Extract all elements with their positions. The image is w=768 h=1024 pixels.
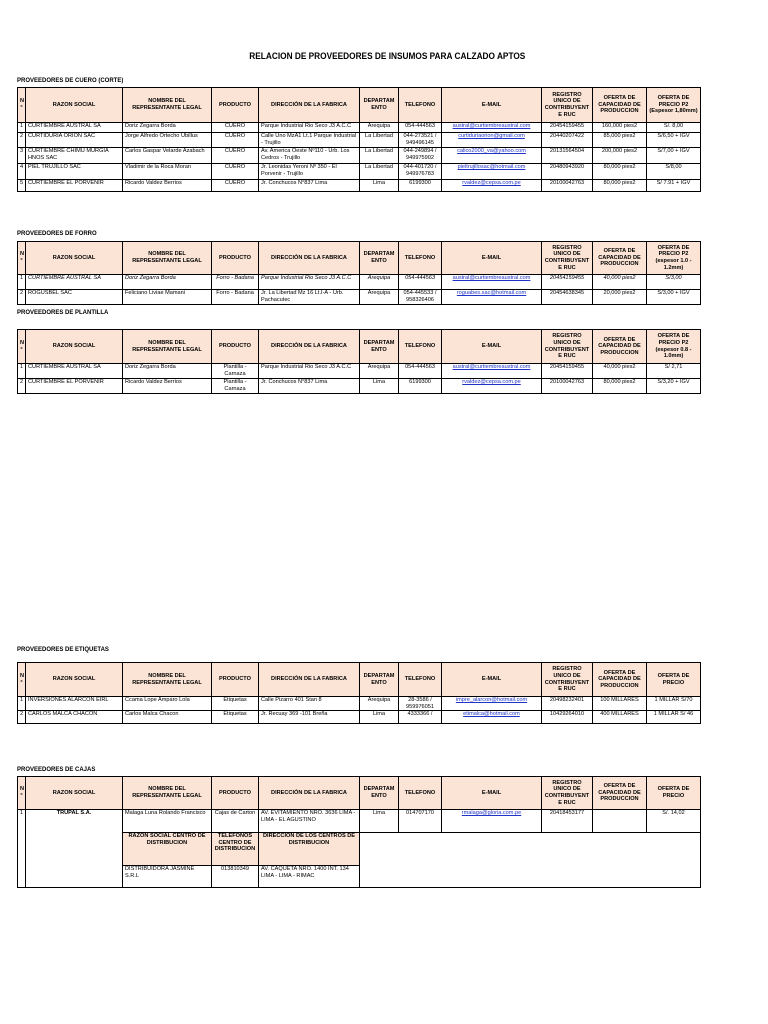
col-header-departamento: DEPARTAMENTO — [360, 88, 399, 123]
col-header-producto: PRODUCTO — [212, 242, 259, 275]
cell-razon-social: CURTIEMBRE CHIMU MURGIA HNOS SAC — [26, 148, 123, 164]
col-header-num: N° — [18, 88, 26, 123]
cell-direccion: Jr. La Libertad Mz 16 Lt.I-A - Urb. Pachacutec — [259, 290, 360, 305]
col-header-departamento: DEPARTAMENTO — [360, 330, 399, 364]
table-row — [18, 379, 701, 394]
cell-representante: Doriz Zegarra Borda — [123, 364, 212, 379]
cell-telefono: 044-273521 / 949496145 — [399, 133, 442, 148]
table-row — [18, 133, 701, 148]
table-plantilla — [17, 329, 701, 394]
cell-ruc: 10429264010 — [542, 711, 593, 724]
cell-num: 2 — [18, 133, 26, 148]
cell-num: 5 — [18, 180, 26, 192]
cell-departamento: Arequipa — [360, 290, 399, 305]
col-header-telefono: TELEFONO — [399, 242, 442, 275]
cell-email-link[interactable]: impre_alarcon@hotmail.com — [442, 697, 542, 711]
cell-ruc: 20480943920 — [542, 164, 593, 180]
cell-direccion: Parque Industrial Rio Seco J3 A.C.C — [259, 275, 360, 290]
col-header-oferta: OFERTA DE CAPACIDAD DE PRODUCCION — [593, 330, 647, 364]
cell-oferta: 100 MILLARES — [593, 697, 647, 711]
cell-email-link[interactable]: austral@curtiembreaustral.com — [442, 275, 542, 290]
cell-razon-social: CURTIEMBRE AUSTRAL SA — [26, 123, 123, 133]
cell-precio: S/ 2,71 — [647, 364, 701, 379]
cell-telefono: 044-401720 / 949976783 — [399, 164, 442, 180]
col-header-razon-social: RAZON SOCIAL — [26, 242, 123, 275]
cell-producto: CUERO — [212, 123, 259, 133]
cell-razon-centro: DISTRIBUIDORA JASMINE S.R.L — [123, 866, 212, 888]
cell-email-link[interactable]: roguabes.sac@hotmail.com — [442, 290, 542, 305]
cell-email-link[interactable]: rvaldez@cepsa.com.pe — [442, 180, 542, 192]
cell-num: 1 — [18, 810, 26, 888]
cell-producto: Cajas de Carton — [212, 810, 259, 833]
cell-precio: S/7,00 + IGV — [647, 148, 701, 164]
col-header-email: E-MAIL — [442, 330, 542, 364]
cell-oferta: 40,000 pies2 — [593, 364, 647, 379]
col-header-oferta: OFERTA DE CAPACIDAD DE PRODUCCION — [593, 777, 647, 810]
col-header-email: E-MAIL — [442, 88, 542, 123]
cell-ruc: 20100042763 — [542, 379, 593, 394]
cell-num: 4 — [18, 164, 26, 180]
col-header-telefono: TELEFONO — [399, 777, 442, 810]
cell-num: 2 — [18, 379, 26, 394]
col-header-telefono: TELEFONO — [399, 88, 442, 123]
cell-telefono: 054-445533 / 958326406 — [399, 290, 442, 305]
cell-razon-social: CURTIEMBRE AUSTRAL SA — [26, 275, 123, 290]
col-header-razon-social: RAZON SOCIAL — [26, 330, 123, 364]
cell-representante: Ricardo Valdez Berrios — [123, 379, 212, 394]
cell-email-link[interactable]: rvaldez@cepsa.com.pe — [442, 379, 542, 394]
cell-ruc: 20100042763 — [542, 180, 593, 192]
cell-oferta: 85,000 pies2 — [593, 133, 647, 148]
cell-telefono: 6199300 — [399, 379, 442, 394]
table-row — [18, 290, 701, 305]
cell-num: 1 — [18, 697, 26, 711]
cell-departamento: Lima — [360, 180, 399, 192]
cell-num: 1 — [18, 364, 26, 379]
table-header-row — [18, 663, 701, 697]
cell-telefono: 054-444563 — [399, 275, 442, 290]
cell-oferta: 80,000 pies2 — [593, 379, 647, 394]
cell-departamento: Arequipa — [360, 364, 399, 379]
cell-direccion: Parque Industrial Rio Seco J3 A.C.C — [259, 123, 360, 133]
col-header-precio: OFERTA DE PRECIO P2 (espesor 0.8 - 1.0mm) — [647, 330, 701, 364]
empty-area — [360, 833, 701, 888]
cell-oferta: 20,000 pies2 — [593, 290, 647, 305]
col-header-representante: NOMBRE DEL REPRESENTANTE LEGAL — [123, 330, 212, 364]
table-row — [18, 148, 701, 164]
col-header-precio: OFERTA DE PRECIO — [647, 777, 701, 810]
cell-ruc: 20454159455 — [542, 364, 593, 379]
col-header-email: E-MAIL — [442, 242, 542, 275]
col-header-direccion: DIRECCIÓN DE LA FABRICA — [259, 330, 360, 364]
cell-ruc: 20131564504 — [542, 148, 593, 164]
cell-representante: Ricardo Valdez Berrios — [123, 180, 212, 192]
cell-direccion: Calle Uno MzA1 Lt.1 Parque Industrial - Trujillo — [259, 133, 360, 148]
table-row — [18, 123, 701, 133]
col-header-ruc: REGISTRO UNICO DE CONTRIBUYENTE RUC — [542, 88, 593, 123]
col-header-oferta: OFERTA DE CAPACIDAD DE PRODUCCION — [593, 88, 647, 123]
table-forro — [17, 241, 701, 305]
cell-ruc: 20454159455 — [542, 275, 593, 290]
col-header-departamento: DEPARTAMENTO — [360, 663, 399, 697]
col-header-producto: PRODUCTO — [212, 777, 259, 810]
cell-oferta: 80,000 pies2 — [593, 180, 647, 192]
col-header-precio: OFERTA DE PRECIO P2 (espesor 1.0 - 1.2mm) — [647, 242, 701, 275]
cell-telefono: 014707170 — [399, 810, 442, 833]
cell-email-link[interactable]: calico2000_va@yahoo.com — [442, 148, 542, 164]
cell-telefono: 28-3586 / 959976051 — [399, 697, 442, 711]
col-header-ruc: REGISTRO UNICO DE CONTRIBUYENTE RUC — [542, 242, 593, 275]
cell-producto: Forro - Badana — [212, 290, 259, 305]
cell-ruc: 20454159455 — [542, 123, 593, 133]
cell-direccion: Parque Industrial Rio Seco J3 A.C.C — [259, 364, 360, 379]
cell-producto: CUERO — [212, 148, 259, 164]
cell-representante: Vladimir de la Roca Moran — [123, 164, 212, 180]
section-title-etiquetas: PROVEEDORES DE ETIQUETAS — [17, 647, 109, 653]
cell-oferta: 400 MILLARES — [593, 711, 647, 724]
cell-departamento: Arequipa — [360, 697, 399, 711]
cell-departamento: La Libertad — [360, 164, 399, 180]
col-header-producto: PRODUCTO — [212, 88, 259, 123]
col-header-direccion: DIRECCIÓN DE LA FABRICA — [259, 242, 360, 275]
table-row — [18, 697, 701, 711]
cell-razon-social: INVERSIONES ALARCON EIRL — [26, 697, 123, 711]
table-row — [18, 180, 701, 192]
cell-departamento: Arequipa — [360, 275, 399, 290]
cell-num: 3 — [18, 148, 26, 164]
cell-precio: S/3,00 — [647, 275, 701, 290]
cell-num: 2 — [18, 711, 26, 724]
cell-email-link[interactable]: pieltrujillosac@hotmail.com — [442, 164, 542, 180]
col-header-num: N° — [18, 663, 26, 697]
col-header-telefono: TELEFONO — [399, 663, 442, 697]
cell-producto: Etiquetas — [212, 711, 259, 724]
cell-precio: S/3,00 + IGV — [647, 290, 701, 305]
col-header-representante: NOMBRE DEL REPRESENTANTE LEGAL — [123, 88, 212, 123]
table-etiquetas — [17, 662, 701, 724]
cell-num: 2 — [18, 290, 26, 305]
section-title-cuero: PROVEEDORES DE CUERO (CORTE) — [17, 78, 124, 84]
cell-num: 1 — [18, 123, 26, 133]
cell-razon-social: TRUPAL S.A. — [26, 810, 123, 888]
cell-ruc: 20418453177 — [542, 810, 593, 833]
col-header-oferta: OFERTA DE CAPACIDAD DE PRODUCCION — [593, 242, 647, 275]
col-header-ruc: REGISTRO UNICO DE CONTRIBUYENTE RUC — [542, 663, 593, 697]
cell-producto: Etiquetas — [212, 697, 259, 711]
cell-telefono-centro: 013810349 — [212, 866, 259, 888]
col-header-num: N° — [18, 777, 26, 810]
col-header-ruc: REGISTRO UNICO DE CONTRIBUYENTE RUC — [542, 330, 593, 364]
cell-departamento: La Libertad — [360, 148, 399, 164]
cell-email-link[interactable]: rmalaga@gloria.com.pe — [442, 810, 542, 833]
cell-oferta: 160,000 pies2 — [593, 123, 647, 133]
cell-producto: CUERO — [212, 164, 259, 180]
table-header-row — [18, 88, 701, 123]
cell-email-link[interactable]: curtiduriaorion@gmail.com — [442, 133, 542, 148]
cell-direccion: Jr. Recuay 369 -101 Breña — [259, 711, 360, 724]
cell-oferta — [593, 810, 647, 833]
cell-representante: Ccama Lope Amparo Lola — [123, 697, 212, 711]
cell-producto: Plantilla - Carnaza — [212, 379, 259, 394]
cell-departamento: La Libertad — [360, 133, 399, 148]
cell-representante: Doriz Zegarra Borda — [123, 123, 212, 133]
subheader-telefonos-centro: TELEFONOS CENTRO DE DISTRIBUCION — [212, 833, 259, 866]
cell-ruc: 20498232401 — [542, 697, 593, 711]
cell-ruc: 20440207422 — [542, 133, 593, 148]
cell-direccion: Av. America Oeste Nº110 - Urb. Los Cedros - Trujillo — [259, 148, 360, 164]
subheader-direccion-centros: DIRECCION DE LOS CENTROS DE DISTRIBUCION — [259, 833, 360, 866]
cell-email-link[interactable]: etimalca@hotmail.com — [442, 711, 542, 724]
col-header-email: E-MAIL — [442, 663, 542, 697]
cell-representante: Malaga Luna Rolando Francisco — [123, 810, 212, 833]
col-header-precio: OFERTA DE PRECIO — [647, 663, 701, 697]
cell-producto: CUERO — [212, 133, 259, 148]
col-header-telefono: TELEFONO — [399, 330, 442, 364]
cell-direccion: Jr. Conchucos N°837 Lima — [259, 180, 360, 192]
cell-razon-social: CURTIEMBRE AUSTRAL SA — [26, 364, 123, 379]
col-header-representante: NOMBRE DEL REPRESENTANTE LEGAL — [123, 663, 212, 697]
document-title: RELACION DE PROVEEDORES DE INSUMOS PARA CALZADO APTOS — [249, 51, 526, 61]
cell-precio: 1 MILLAR S/70 — [647, 697, 701, 711]
col-header-num: N° — [18, 242, 26, 275]
cell-direccion: Calle Pizarro 401 Stan 8 — [259, 697, 360, 711]
cell-email-link[interactable]: austral@curtiembreaustral.com — [442, 123, 542, 133]
cell-departamento: Arequipa — [360, 123, 399, 133]
cell-telefono: 054-444563 — [399, 364, 442, 379]
col-header-direccion: DIRECCIÓN DE LA FABRICA — [259, 88, 360, 123]
table-header-row — [18, 330, 701, 364]
cell-precio: 1 MILLAR S/ 46 — [647, 711, 701, 724]
cell-precio: S/. 8,00 — [647, 123, 701, 133]
cell-oferta: 200,000 pies2 — [593, 148, 647, 164]
cell-representante: Carlos Malca Chacon — [123, 711, 212, 724]
table-cuero — [17, 87, 701, 192]
col-header-producto: PRODUCTO — [212, 663, 259, 697]
cell-precio: S/ 7.91 + IGV — [647, 180, 701, 192]
cell-departamento: Lima — [360, 810, 399, 833]
col-header-representante: NOMBRE DEL REPRESENTANTE LEGAL — [123, 242, 212, 275]
cell-razon-social: PIEL TRUJILLO SAC — [26, 164, 123, 180]
col-header-razon-social: RAZON SOCIAL — [26, 88, 123, 123]
table-row — [18, 364, 701, 379]
cell-razon-social: ROGUSBEL SAC — [26, 290, 123, 305]
cell-telefono: 054-444563 — [399, 123, 442, 133]
cell-departamento: Lima — [360, 379, 399, 394]
cell-direccion: AV. EVITAMIENTO NRO. 3636 LIMA - LIMA - EL AGUSTINO — [259, 810, 360, 833]
cell-representante: Jorge Alfredo Ortecho Ubillus — [123, 133, 212, 148]
cell-precio: S/6,50 + IGV — [647, 133, 701, 148]
cell-razon-social: CARLOS MALCA CHACON — [26, 711, 123, 724]
cell-telefono: 4333366 / — [399, 711, 442, 724]
cell-representante: Doriz Zegarra Borda — [123, 275, 212, 290]
col-header-ruc: REGISTRO UNICO DE CONTRIBUYENTE RUC — [542, 777, 593, 810]
table-header-row — [18, 242, 701, 275]
cell-representante: Feliciano Liviae Mamani — [123, 290, 212, 305]
cell-direccion-centro: AV. CAQUETA NRO. 1400 INT. 134 LIMA - LIMA - RIMAC — [259, 866, 360, 888]
col-header-direccion: DIRECCIÓN DE LA FABRICA — [259, 777, 360, 810]
col-header-direccion: DIRECCIÓN DE LA FABRICA — [259, 663, 360, 697]
cell-precio: S/. 14,02 — [647, 810, 701, 833]
cell-oferta: 40,000 pies2 — [593, 275, 647, 290]
cell-oferta: 80,000 pies2 — [593, 164, 647, 180]
table-cajas — [17, 776, 701, 888]
col-header-razon-social: RAZON SOCIAL — [26, 777, 123, 810]
cell-direccion: Jr. Conchucos N°837 Lima — [259, 379, 360, 394]
cell-producto: CUERO — [212, 180, 259, 192]
cell-razon-social: CURTIDURIA ORION SAC — [26, 133, 123, 148]
table-row — [18, 164, 701, 180]
col-header-departamento: DEPARTAMENTO — [360, 242, 399, 275]
section-title-forro: PROVEEDORES DE FORRO — [17, 231, 97, 237]
table-header-row — [18, 777, 701, 810]
cell-producto: Forro - Badana — [212, 275, 259, 290]
table-row — [18, 810, 701, 833]
cell-precio: S/8,00 — [647, 164, 701, 180]
cell-ruc: 20454638345 — [542, 290, 593, 305]
cell-telefono: 6199300 — [399, 180, 442, 192]
col-header-num: N° — [18, 330, 26, 364]
col-header-razon-social: RAZON SOCIAL — [26, 663, 123, 697]
cell-telefono: 044-249894 / 949975902 — [399, 148, 442, 164]
col-header-departamento: DEPARTAMENTO — [360, 777, 399, 810]
section-title-plantilla: PROVEEDORES DE PLANTILLA — [17, 310, 109, 316]
cell-email-link[interactable]: austral@curtiembreaustral.com — [442, 364, 542, 379]
col-header-producto: PRODUCTO — [212, 330, 259, 364]
col-header-precio: OFERTA DE PRECIO P2 (Espesor 1,80mm) — [647, 88, 701, 123]
cell-departamento: Lima — [360, 711, 399, 724]
cell-direccion: Jr. Leonidas Yeroni Nº 350 - El Porvenir - Trujillo — [259, 164, 360, 180]
col-header-representante: NOMBRE DEL REPRESENTANTE LEGAL — [123, 777, 212, 810]
table-row — [18, 711, 701, 724]
subheader-razon-centro: RAZON SOCIAL CENTRO DE DISTRIBUCION — [123, 833, 212, 866]
cell-representante: Carlos Gaspar Velarde Azabach — [123, 148, 212, 164]
cell-razon-social: CURTIEMBRE EL PORVENIR — [26, 379, 123, 394]
cell-producto: Plantilla - Carnaza — [212, 364, 259, 379]
cell-razon-social: CURTIEMBRE EL PORVENIR — [26, 180, 123, 192]
section-title-cajas: PROVEEDORES DE CAJAS — [17, 767, 96, 773]
col-header-email: E-MAIL — [442, 777, 542, 810]
cell-num: 1 — [18, 275, 26, 290]
table-row — [18, 275, 701, 290]
col-header-oferta: OFERTA DE CAPACIDAD DE PRODUCCION — [593, 663, 647, 697]
cell-precio: S/3,20 + IGV — [647, 379, 701, 394]
